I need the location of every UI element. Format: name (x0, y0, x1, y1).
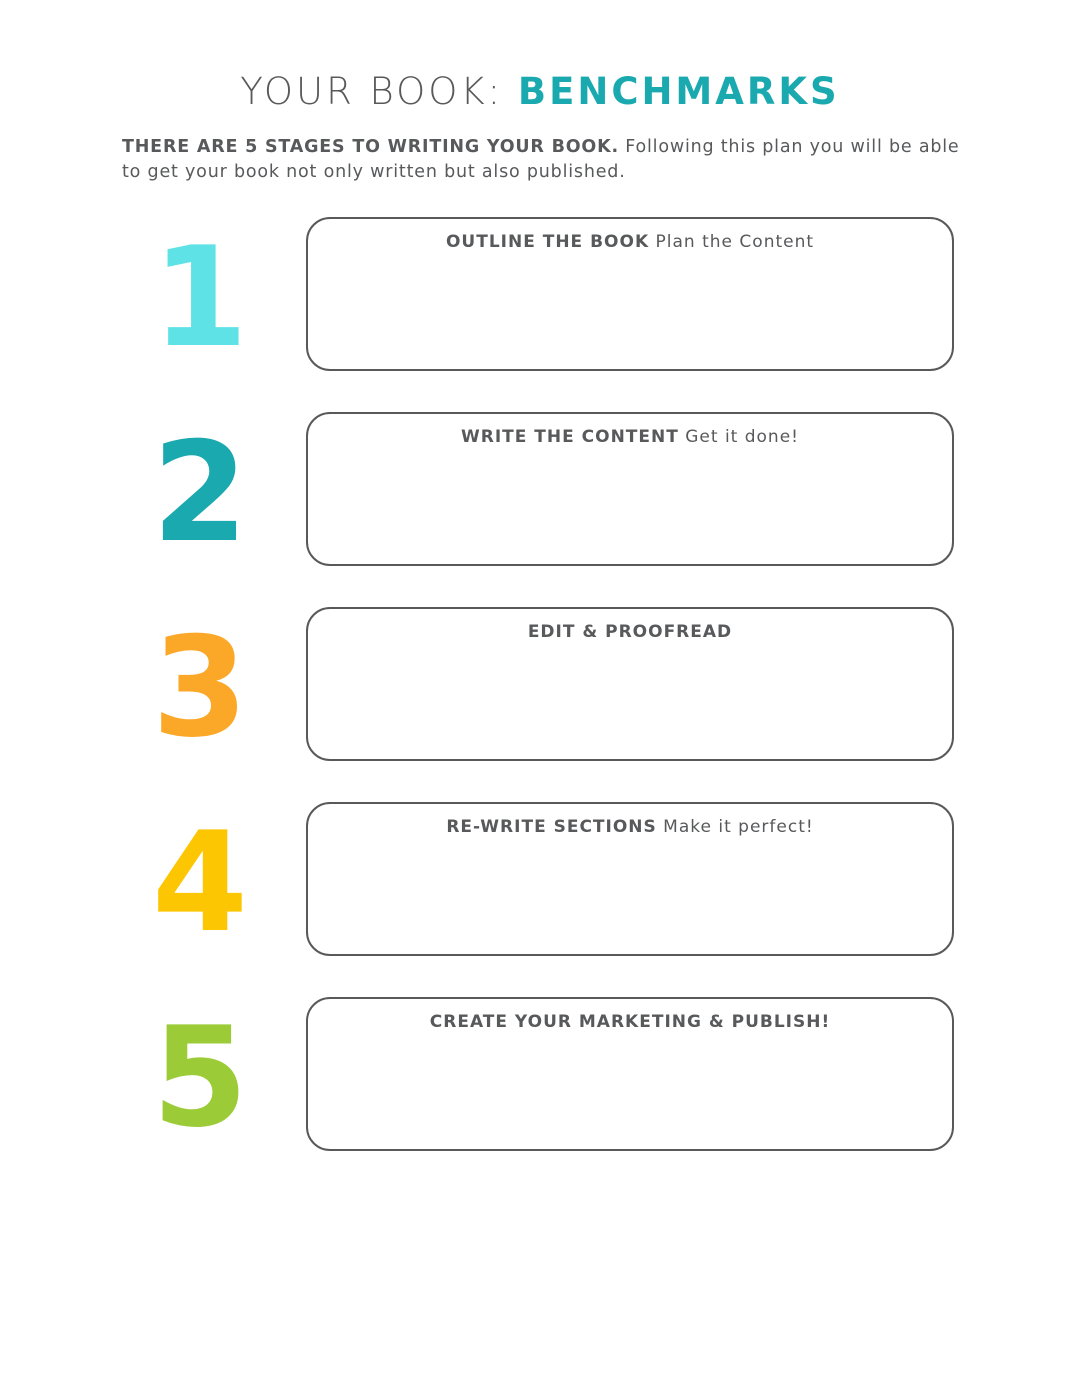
stage-box-3[interactable] (306, 607, 954, 761)
stage-number-3: 3 (151, 607, 249, 768)
intro-paragraph (122, 135, 962, 185)
stage-box-1[interactable] (306, 217, 954, 371)
stage-title: EDIT & PROOFREAD (527, 622, 733, 642)
intro-text: Following this plan you will be able to get your book not only written but also published. (122, 137, 960, 182)
stage-number-1: 1 (151, 217, 249, 378)
stage-title: CREATE YOUR MARKETING & PUBLISH! (429, 1012, 831, 1032)
stage-title: WRITE THE CONTENT (461, 427, 679, 447)
intro-bold: THERE ARE 5 STAGES TO WRITING YOUR BOOK. (122, 137, 619, 157)
stage-number-5: 5 (151, 997, 249, 1158)
stage-title: RE-WRITE SECTIONS (446, 817, 657, 837)
page-title-accent: BENCHMARKS (517, 70, 840, 113)
stage-box-5[interactable] (306, 997, 954, 1151)
stage-number-4: 4 (151, 802, 249, 963)
stage-subtitle: Get it done! (678, 427, 799, 447)
stage-number-2: 2 (151, 412, 249, 573)
page-title-prefix: YOUR BOOK: (240, 70, 518, 113)
stage-subtitle: Make it perfect! (656, 817, 814, 837)
stage-title: OUTLINE THE BOOK (445, 232, 650, 252)
stage-box-4[interactable] (306, 802, 954, 956)
stage-box-2[interactable] (306, 412, 954, 566)
stage-subtitle: Plan the Content (649, 232, 815, 252)
page-title (0, 68, 1080, 116)
